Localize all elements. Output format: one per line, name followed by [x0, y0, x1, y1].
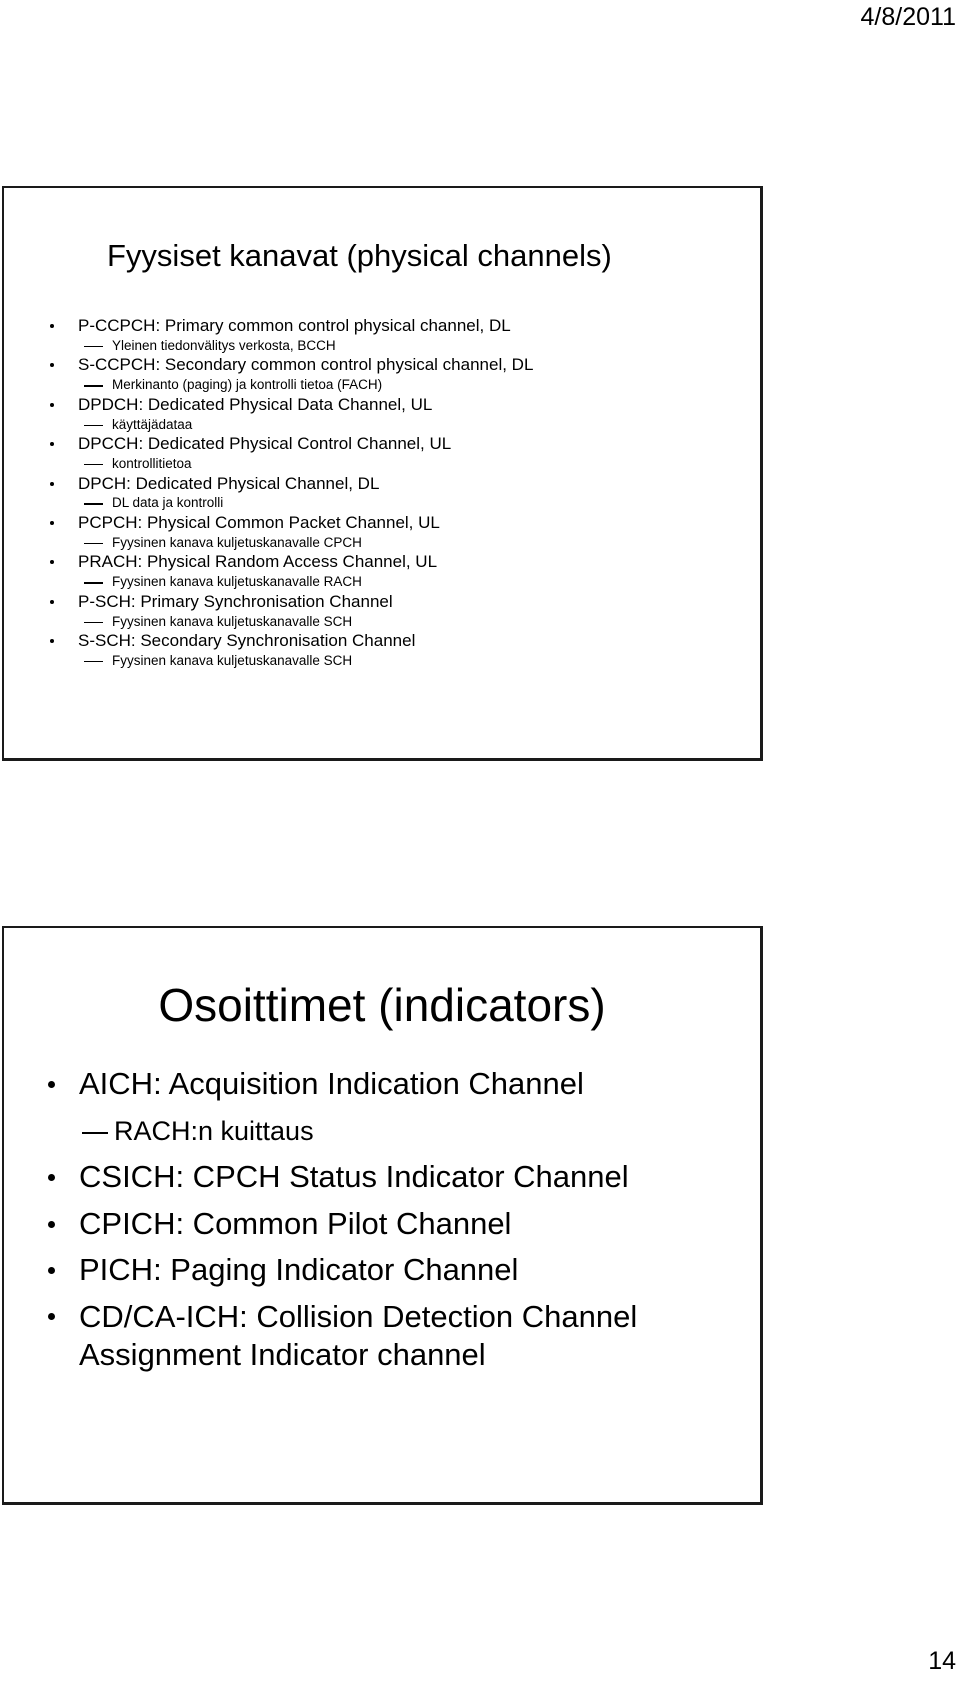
item-text: DL data ja kontrolli — [112, 495, 224, 511]
bullet-icon — [48, 1174, 55, 1181]
item-text: PCPCH: Physical Common Packet Channel, UL — [78, 513, 440, 533]
bullet-item — [4, 631, 744, 651]
bullet-icon — [50, 324, 54, 328]
dash-icon — [84, 425, 103, 427]
bullet-icon — [50, 560, 54, 564]
item-text: S-CCPCH: Secondary common control physical channel, DL — [78, 355, 534, 375]
item-text: Fyysinen kanava kuljetuskanavalle SCH — [112, 652, 353, 668]
channel-list — [4, 316, 744, 671]
dash-icon — [84, 346, 103, 348]
sub-item — [4, 415, 744, 435]
dash-icon — [84, 385, 103, 387]
item-text: S-SCH: Secondary Synchronisation Channel — [78, 631, 416, 651]
item-text: CSICH: CPCH Status Indicator Channel — [79, 1159, 629, 1194]
bullet-item — [4, 355, 744, 375]
bullet-item — [4, 1201, 744, 1248]
item-text: käyttäjädataa — [112, 416, 193, 432]
indicator-list — [4, 1061, 744, 1374]
item-text: DPDCH: Dedicated Physical Data Channel, UL — [78, 394, 433, 414]
sub-item — [4, 375, 744, 395]
page-date: 4/8/2011 — [860, 3, 956, 31]
bullet-item — [4, 1154, 744, 1201]
sub-item — [4, 336, 744, 356]
bullet-icon — [50, 482, 54, 486]
item-text: Fyysinen kanava kuljetuskanavalle CPCH — [112, 534, 362, 550]
dash-icon — [84, 503, 103, 505]
bullet-item — [4, 1294, 744, 1374]
bullet-item — [4, 1061, 744, 1108]
sub-item — [4, 612, 744, 632]
bullet-icon — [50, 600, 54, 604]
sub-item — [4, 493, 744, 513]
bullet-icon — [48, 1267, 55, 1274]
sub-item — [4, 533, 744, 553]
bullet-item — [4, 1247, 744, 1294]
bullet-icon — [48, 1081, 55, 1088]
dash-icon — [82, 1132, 108, 1134]
item-text: P-CCPCH: Primary common control physical channel, DL — [78, 316, 511, 335]
sub-item — [4, 454, 744, 474]
bullet-item — [4, 552, 744, 572]
item-text: CD/CA-ICH: Collision Detection Channel Assignment Indicator channel — [79, 1298, 638, 1372]
sub-item — [4, 1108, 744, 1155]
item-text: PICH: Paging Indicator Channel — [79, 1252, 519, 1287]
item-text: AICH: Acquisition Indication Channel — [79, 1066, 584, 1101]
item-text: Fyysinen kanava kuljetuskanavalle SCH — [112, 613, 353, 629]
item-text: Merkinanto (paging) ja kontrolli tietoa (FACH) — [112, 377, 383, 393]
bullet-item — [4, 513, 744, 533]
slide-indicators — [2, 926, 763, 1505]
bullet-icon — [50, 639, 54, 643]
bullet-icon — [48, 1313, 55, 1320]
dash-icon — [84, 543, 103, 545]
item-text: PRACH: Physical Random Access Channel, UL — [78, 552, 438, 572]
bullet-item — [4, 434, 744, 454]
item-text: DPCH: Dedicated Physical Channel, DL — [78, 473, 380, 493]
dash-icon — [84, 661, 103, 663]
sub-item — [4, 572, 744, 592]
bullet-icon — [50, 442, 54, 446]
slide-title: Osoittimet (indicators) — [158, 979, 606, 1031]
bullet-item — [4, 592, 744, 612]
item-text: kontrollitietoa — [112, 455, 192, 471]
dash-icon — [84, 582, 103, 584]
bullet-item — [4, 395, 744, 415]
dash-icon — [84, 464, 103, 466]
item-text: CPICH: Common Pilot Channel — [79, 1205, 512, 1241]
item-text: P-SCH: Primary Synchronisation Channel — [78, 591, 393, 611]
bullet-icon — [50, 403, 54, 407]
item-text: Yleinen tiedonvälitys verkosta, BCCH — [112, 337, 336, 353]
bullet-item — [4, 474, 744, 494]
bullet-icon — [48, 1221, 55, 1228]
bullet-icon — [50, 521, 54, 525]
slide-title: Fyysiset kanavat (physical channels) — [107, 238, 612, 273]
bullet-item — [4, 316, 744, 336]
dash-icon — [84, 622, 103, 624]
sub-item — [4, 651, 744, 671]
item-text: DPCCH: Dedicated Physical Control Channel, UL — [78, 434, 452, 454]
item-text: RACH:n kuittaus — [114, 1115, 314, 1146]
item-text: Fyysinen kanava kuljetuskanavalle RACH — [112, 574, 362, 590]
slide-physical-channels — [2, 186, 763, 761]
bullet-icon — [50, 363, 54, 367]
page-number: 14 — [928, 1647, 956, 1675]
